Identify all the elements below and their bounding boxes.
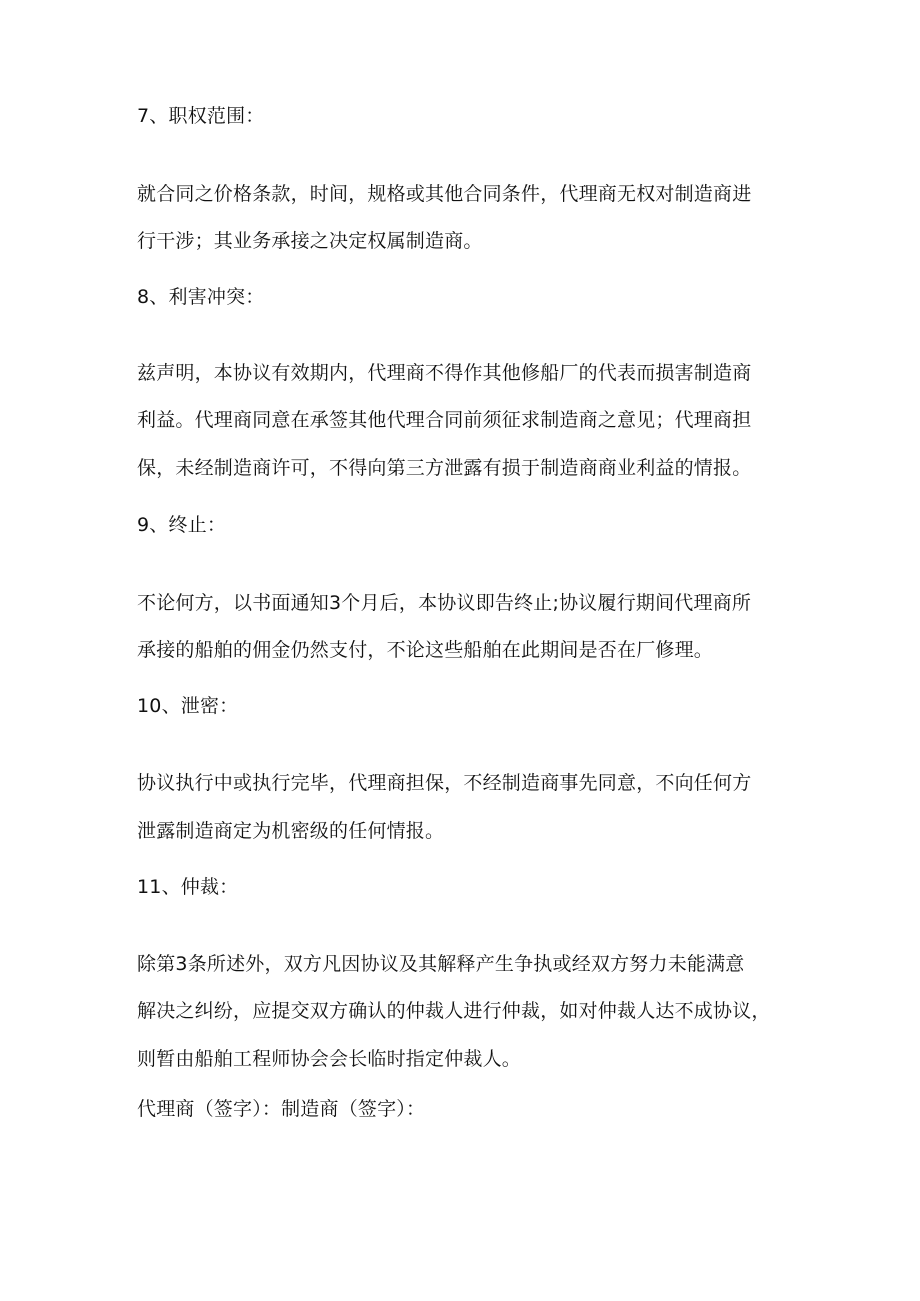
section-8-body-line-1: 兹声明，本协议有效期内，代理商不得作其他修船厂的代表而损害制造商 bbox=[137, 362, 752, 384]
section-11-heading: 11、仲裁： bbox=[137, 876, 239, 898]
section-9-body-line-2: 承接的船舶的佣金仍然支付，不论这些船舶在此期间是否在厂修理。 bbox=[137, 639, 714, 661]
section-9-body-line-1: 不论何方，以书面通知3个月后，本协议即告终止;协议履行期间代理商所 bbox=[137, 592, 752, 614]
section-7-body-line-1: 就合同之价格条款，时间，规格或其他合同条件，代理商无权对制造商进 bbox=[137, 183, 752, 205]
section-10-body-line-2: 泄露制造商定为机密级的任何情报。 bbox=[137, 820, 445, 842]
section-8-body-line-2: 利益。代理商同意在承签其他代理合同前须征求制造商之意见；代理商担 bbox=[137, 409, 752, 431]
section-9-heading: 9、终止： bbox=[137, 514, 227, 536]
section-7-heading: 7、职权范围： bbox=[137, 105, 265, 127]
section-7-body-line-2: 行干涉；其业务承接之决定权属制造商。 bbox=[137, 230, 483, 252]
section-11-body-line-2: 解决之纠纷，应提交双方确认的仲裁人进行仲裁，如对仲裁人达不成协议， bbox=[137, 1000, 771, 1022]
section-10-body-line-1: 协议执行中或执行完毕，代理商担保，不经制造商事先同意，不向任何方 bbox=[137, 772, 752, 794]
section-11-body-line-3: 则暂由船舶工程师协会会长临时指定仲裁人。 bbox=[137, 1048, 522, 1070]
signature-line: 代理商（签字）：制造商（签字）： bbox=[137, 1098, 426, 1120]
section-8-heading: 8、利害冲突： bbox=[137, 286, 265, 308]
section-10-heading: 10、泄密： bbox=[137, 695, 239, 717]
section-8-body-line-3: 保，未经制造商许可，不得向第三方泄露有损于制造商商业利益的情报。 bbox=[137, 457, 752, 479]
section-11-body-line-1: 除第3条所述外，双方凡因协议及其解释产生争执或经双方努力未能满意 bbox=[137, 953, 745, 975]
